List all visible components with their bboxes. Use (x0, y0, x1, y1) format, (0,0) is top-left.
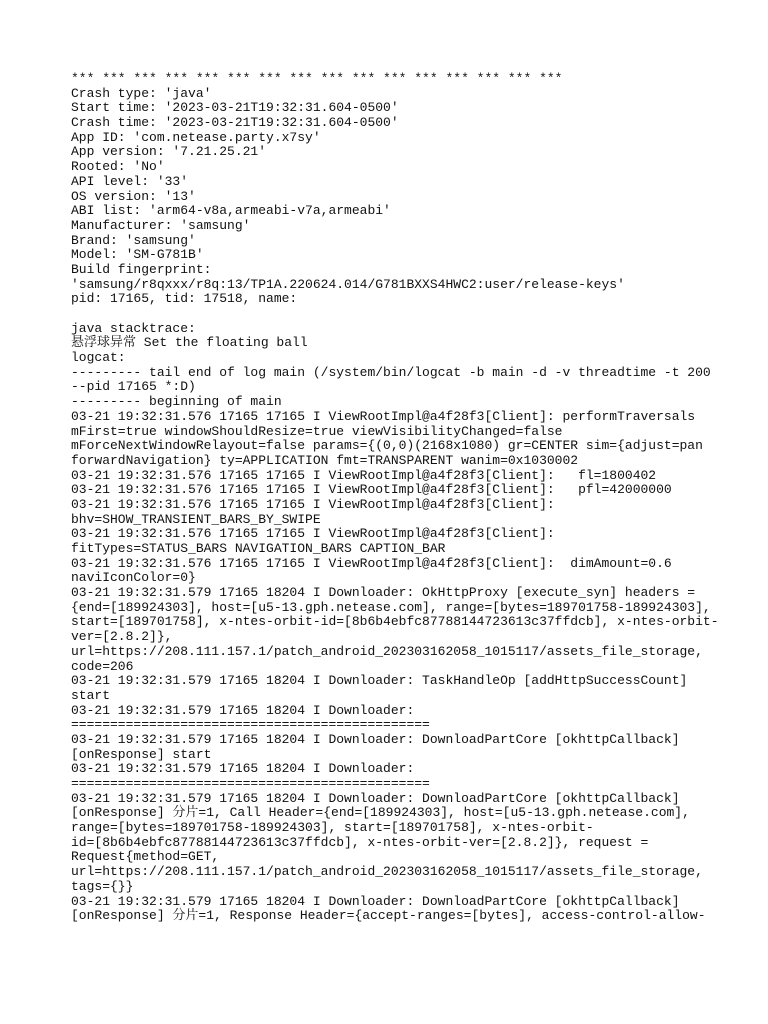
log-line: --------- beginning of main (71, 394, 282, 410)
log-line: *** *** *** *** *** *** *** *** *** *** *** *** *** *** *** *** (71, 71, 563, 86)
log-line: 03-21 19:32:31.579 17165 18204 I Downloader: TaskHandleOp [addHttpSuccessCount] (71, 673, 688, 689)
log-line: logcat: (71, 350, 126, 366)
log-line: java stacktrace: (71, 320, 196, 336)
log-line: Crash type: 'java' (71, 85, 212, 101)
log-line: mForceNextWindowRelayout=false params={(0,0)(2168x1080) gr=CENTER sim={adjust=pan (71, 438, 703, 454)
log-line: 03-21 19:32:31.576 17165 17165 I ViewRootImpl@a4f28f3[Client]: performTraversals (71, 408, 696, 424)
log-line: 03-21 19:32:31.579 17165 18204 I Downloader: DownloadPartCore [okhttpCallback] (71, 731, 680, 747)
log-line: Rooted: 'No' (71, 159, 165, 175)
log-line: Start time: '2023-03-21T19:32:31.604-0500' (71, 100, 399, 116)
log-line: Build fingerprint: (71, 261, 212, 277)
log-line: [onResponse] 分片=1, Call Header={end=[189924303], host=[u5-13.gph.netease.com], (71, 805, 690, 821)
log-line: range=[bytes=189701758-189924303], start=[189701758], x-ntes-orbit- (71, 820, 594, 836)
blank-line (71, 307, 711, 322)
log-line: OS version: '13' (71, 188, 196, 204)
log-line: 03-21 19:32:31.576 17165 17165 I ViewRootImpl@a4f28f3[Client]: pfl=42000000 (71, 482, 672, 498)
log-line: bhv=SHOW_TRANSIENT_BARS_BY_SWIPE (71, 511, 321, 527)
log-line: 03-21 19:32:31.579 17165 18204 I Downloader: DownloadPartCore [okhttpCallback] (71, 893, 680, 909)
log-line: url=https://208.111.157.1/patch_android_202303162058_1015117/assets_file_storage, (71, 643, 703, 659)
log-line: 03-21 19:32:31.576 17165 17165 I ViewRootImpl@a4f28f3[Client]: dimAmount=0.6 (71, 555, 672, 571)
log-line: ============================================== (71, 776, 430, 791)
log-line: Request{method=GET, (71, 849, 220, 865)
log-line: url=https://208.111.157.1/patch_android_202303162058_1015117/assets_file_storage, (71, 864, 703, 880)
log-line: pid: 17165, tid: 17518, name: (71, 291, 298, 307)
log-line: 03-21 19:32:31.576 17165 17165 I ViewRootImpl@a4f28f3[Client]: (71, 526, 555, 542)
log-line: 03-21 19:32:31.579 17165 18204 I Downloader: OkHttpProxy [execute_syn] headers = (71, 585, 696, 601)
log-line: Crash time: '2023-03-21T19:32:31.604-0500' (71, 115, 399, 131)
log-line: mFirst=true windowShouldResize=true viewVisibilityChanged=false (71, 423, 563, 439)
log-line: naviIconColor=0} (71, 570, 196, 586)
log-line: {end=[189924303], host=[u5-13.gph.netease.com], range=[bytes=189701758-189924303], (71, 599, 711, 615)
log-line: ver=[2.8.2]}, (71, 629, 173, 645)
log-line: 03-21 19:32:31.579 17165 18204 I Downloader: (71, 702, 415, 718)
log-line: fitTypes=STATUS_BARS NAVIGATION_BARS CAPTION_BAR (71, 541, 446, 556)
crash-log-document (71, 71, 719, 924)
log-line: --pid 17165 *:D) (71, 379, 196, 395)
log-line: 03-21 19:32:31.576 17165 17165 I ViewRootImpl@a4f28f3[Client]: (71, 496, 555, 512)
log-line: [onResponse] start (71, 746, 212, 762)
log-line: 03-21 19:32:31.576 17165 17165 I ViewRootImpl@a4f28f3[Client]: fl=1800402 (71, 467, 657, 483)
log-line: 03-21 19:32:31.579 17165 18204 I Downloader: DownloadPartCore [okhttpCallback] (71, 790, 680, 806)
log-line: forwardNavigation} ty=APPLICATION fmt=TRANSPARENT wanim=0x1030002 (71, 452, 579, 468)
log-line: tags={}} (71, 878, 134, 894)
log-line: Model: 'SM-G781B' (71, 247, 204, 263)
log-line: Manufacturer: 'samsung' (71, 217, 251, 233)
log-line: 悬浮球异常 Set the floating ball (71, 335, 308, 351)
log-line: start=[189701758], x-ntes-orbit-id=[8b6b4ebfc87788144723613c37ffdcb], x-ntes-orbit- (71, 614, 719, 630)
log-line: start (71, 687, 111, 703)
log-line: App version: '7.21.25.21' (71, 144, 267, 160)
log-line: 03-21 19:32:31.579 17165 18204 I Downloader: (71, 761, 415, 777)
log-line: API level: '33' (71, 173, 189, 189)
log-line: code=206 (71, 658, 134, 674)
log-line: ABI list: 'arm64-v8a,armeabi-v7a,armeabi' (71, 203, 391, 219)
log-line: App ID: 'com.netease.party.x7sy' (71, 129, 321, 145)
log-line: [onResponse] 分片=1, Response Header={accept-ranges=[bytes], access-control-allow- (71, 908, 706, 924)
log-line: id=[8b6b4ebfc87788144723613c37ffdcb], x-ntes-orbit-ver=[2.8.2]}, request = (71, 834, 649, 850)
log-line: --------- tail end of log main (/system/bin/logcat -b main -d -v threadtime -t 200 (71, 364, 711, 380)
log-line: ============================================== (71, 717, 430, 733)
log-line: 'samsung/r8qxxx/r8q:13/TP1A.220624.014/G781BXXS4HWC2:user/release-keys' (71, 276, 625, 292)
log-line: Brand: 'samsung' (71, 232, 196, 248)
